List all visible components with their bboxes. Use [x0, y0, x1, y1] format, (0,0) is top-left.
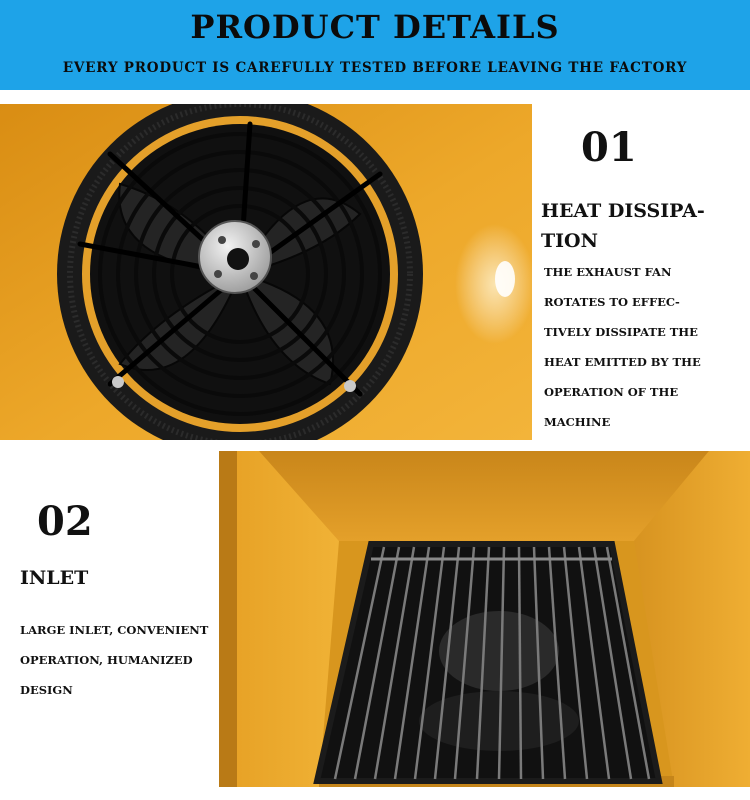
feature-2-description-line: DESIGN [20, 683, 73, 697]
feature-1-description [544, 257, 701, 437]
page-title: PRODUCT DETAILS [190, 8, 560, 46]
feature-1-description-line: HEAT EMITTED BY THE [544, 355, 701, 369]
page-subtitle: EVERY PRODUCT IS CAREFULLY TESTED BEFORE LEAVING THE FACTORY [62, 60, 688, 76]
inlet-photo [219, 451, 750, 787]
feature-1-description-line: OPERATION OF THE [544, 385, 679, 399]
feature-1-description-line: THE EXHAUST FAN [544, 265, 672, 279]
feature-1-heading-line: HEAT DISSIPA- [541, 200, 705, 222]
feature-2-description [20, 615, 208, 705]
exhaust-fan-photo [0, 104, 532, 440]
feature-1-description-line: MACHINE [544, 415, 611, 429]
feature-1-number: 01 [581, 124, 637, 171]
header-banner [0, 0, 750, 90]
feature-2-number: 02 [37, 498, 93, 545]
feature-1-heading-line: TION [541, 230, 598, 252]
feature-1-description-line: ROTATES TO EFFEC- [544, 295, 680, 309]
feature-2-description-line: LARGE INLET, CONVENIENT [20, 623, 209, 637]
feature-1-description-line: TIVELY DISSIPATE THE [544, 325, 698, 339]
feature-2-heading-line: INLET [20, 567, 89, 589]
feature-2-heading [20, 563, 88, 593]
feature-2-description-line: OPERATION, HUMANIZED [20, 653, 193, 667]
feature-1-heading [541, 196, 705, 256]
